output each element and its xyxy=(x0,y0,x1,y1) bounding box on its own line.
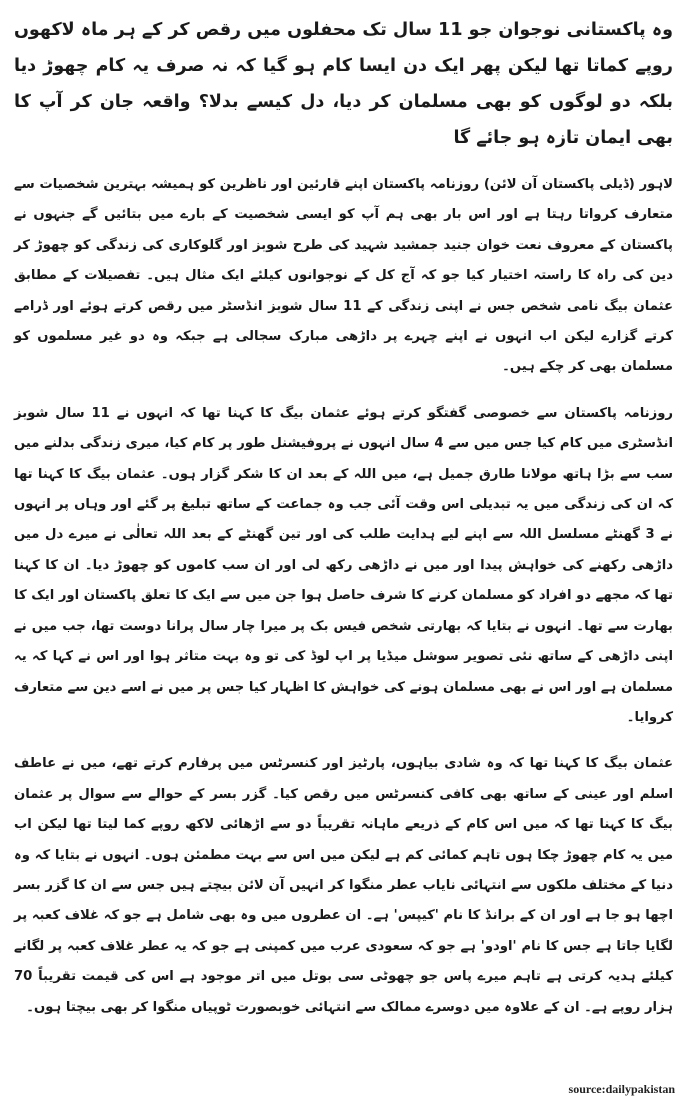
article-paragraph-1: لاہور (ڈیلی پاکستان آن لائن) روزنامہ پاکستان اپنے قارئین اور ناظرین کو ہمیشہ بہترین شخصیات سے متعارف کرواتا رہتا ہے اور اس بار بھی ہم آپ کو ایسی شخصیت کے بارے میں بتائیں گے جنہوں نے پاکستان کے معروف نعت خوان جنید جمشید شہید کی طرح شوبز اور گلوکاری کی زندگی کو چھوڑ کر دین کی راہ کا راستہ اختیار کیا جو کہ آج کل کے نوجوانوں کیلئے ایک مثال ہیں۔ تفصیلات کے مطابق عثمان بیگ نامی شخص جس نے اپنی زندگی کے 11 سال شوبز انڈسٹر میں رقص کرتے ہوئے اور ڈرامے کرتے گزارے لیکن اب انہوں نے اپنے چہرے پر داڑھی مبارک سجالی ہے جبکہ وہ دو غیر مسلموں کو مسلمان بھی کر چکے ہیں۔ xyxy=(14,177,673,375)
article-paragraph-3: عثمان بیگ کا کہنا تھا کہ وہ شادی بیاہوں، پارٹیز اور کنسرٹس میں پرفارم کرتے تھے، میں نے عاطف اسلم اور عینی کے ساتھ بھی کافی کنسرٹس میں رقص کیا۔ گزر بسر کے حوالے سے سوال پر عثمان بیگ کا کہنا تھا کہ میں اس کام کے ذریعے ماہانہ تقریباً دو سے اڑھائی لاکھ روپے کما لیتا تھا لیکن اب میں یہ کام چھوڑ چکا ہوں تاہم کمائی کم ہے لیکن میں اس سے بہت مطمئن ہوں۔ انہوں نے بتایا کہ وہ دنیا کے مختلف ملکوں سے انتہائی نایاب عطر منگوا کر انہیں آن لائن بیچتے ہیں جس سے ان کا گزر بسر اچھا ہو جا ہے اور ان کے برانڈ کا نام 'کیپس' ہے۔ ان عطروں میں وہ بھی شامل ہے جو کہ غلاف کعبہ پر لگایا جاتا ہے جس کا نام 'اودو' ہے جو کہ سعودی عرب میں کمپنی ہے جو کہ یہ عطر غلاف کعبہ پر لگانے کیلئے ہدیہ کرتی ہے تاہم میرے پاس جو چھوٹی سی بوتل میں اتر موجود ہے اس کی قیمت تقریباً 70 ہزار روپے ہے۔ ان کے علاوہ میں دوسرے ممالک سے انتہائی خوبصورت ٹوپیاں منگوا کر بھی بیچتا ہوں۔ xyxy=(14,756,673,1015)
article-headline: وہ پاکستانی نوجوان جو 11 سال تک محفلوں میں رقص کر کے ہر ماہ لاکھوں روپے کماتا تھا لیکن پھر ایک دن ایسا کام ہو گیا کہ نہ صرف یہ کام چھوڑ دیا بلکہ دو لوگوں کو بھی مسلمان کر دیا، دل کیسے بدلا؟ واقعہ جان کر آپ کا بھی ایمان تازہ ہو جائے گا xyxy=(14,20,674,148)
source-credit: source:dailypakistan xyxy=(568,1082,675,1096)
article-paragraph-2: روزنامہ پاکستان سے خصوصی گفتگو کرتے ہوئے عثمان بیگ کا کہنا تھا کہ انہوں نے 11 سال شوبز انڈسٹری میں کام کیا جس میں سے 4 سال انہوں نے پروفیشنل طور پر کام کیا، میری زندگی بدلنے میں سب سے بڑا ہاتھ مولانا طارق جمیل ہے، میں اللہ کے بعد ان کا شکر گزار ہوں۔ عثمان بیگ کا کہنا تھا کہ ان کی زندگی میں یہ تبدیلی اس وقت آئی جب وہ جماعت کے ساتھ تبلیغ پر گئے اور وہاں پر انہوں نے 3 گھنٹے مسلسل اللہ سے اپنے لیے ہدایت طلب کی اور تین گھنٹے کے بعد اللہ تعالٰی نے میرے دل میں داڑھی رکھنے کی خواہش پیدا اور میں نے داڑھی رکھ لی اور ان سب کاموں کو چھوڑ دیا۔ ان کا کہنا تھا کہ مجھے دو افراد کو مسلمان کرنے کا شرف حاصل ہوا جن میں سے ایک کا تعلق پاکستان اور ایک کا بھارت سے تھا۔ انہوں نے بتایا کہ بھارتی شخص فیس بک پر میرا چار سال پرانا دوست تھا، جب میں نے اپنی داڑھی کے ساتھ نئی تصویر سوشل میڈیا پر اپ لوڈ کی تو وہ بہت متاثر ہوا اور اس نے کہا کہ یہ مسلمان ہے اور اس نے بھی مسلمان ہونے کی خواہش کا اظہار کیا جس پر میں نے اسے دین سے متعارف کروایا۔ xyxy=(14,405,673,725)
article xyxy=(14,12,673,1039)
